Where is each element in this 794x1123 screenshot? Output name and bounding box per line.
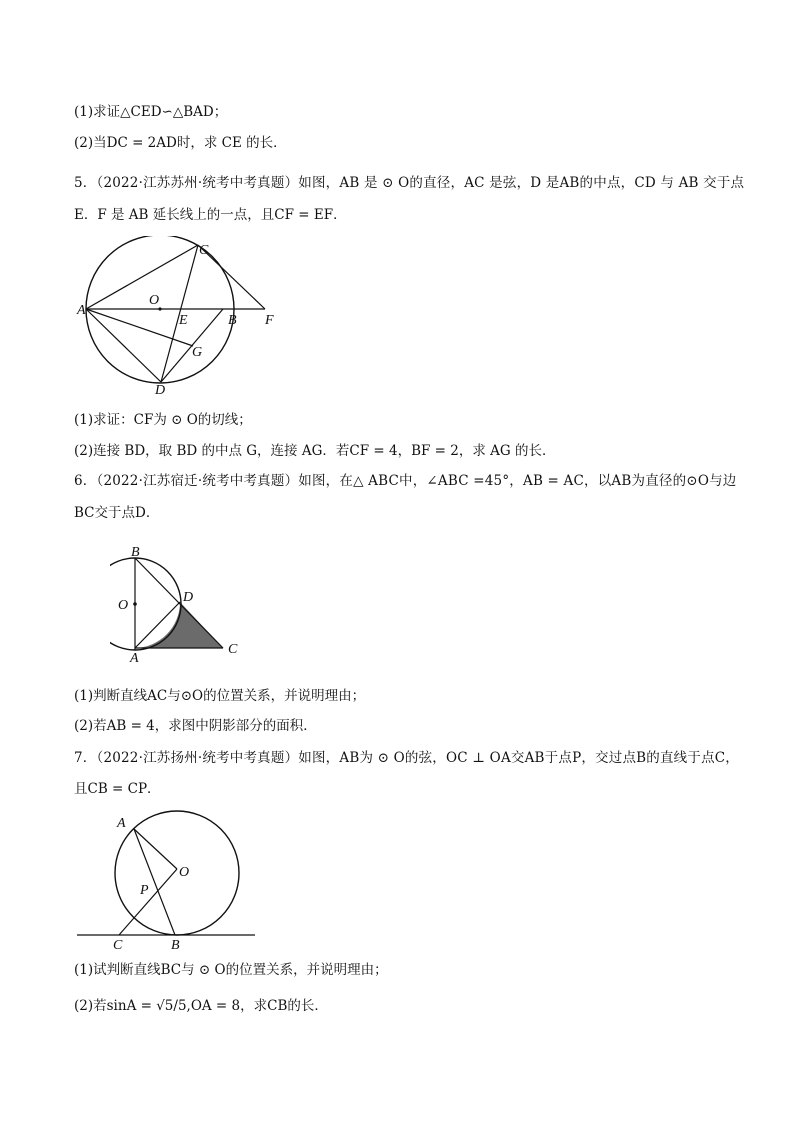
label-b: B (228, 313, 237, 328)
problem5-statement-line1: 5．（2022·江苏苏州·统考中考真题）如图，AB 是 ⊙ O的直径，AC 是弦，D 是AB的中点，CD 与 AB 交于点 (74, 175, 745, 191)
label-b: B (171, 938, 180, 952)
label-c: C (113, 938, 123, 952)
problem7-part2: (2)若sinA = √5/5,OA = 8，求CB的长． (74, 998, 328, 1014)
label-e: E (179, 313, 188, 328)
label-d: D (155, 383, 166, 396)
chord-ac (86, 245, 198, 309)
label-o: O (118, 598, 129, 613)
label-p: P (140, 883, 149, 898)
problem5-part1: (1)求证：CF为 ⊙ O的切线； (74, 412, 252, 428)
problem6-part2: (2)若AB = 4，求图中阴影部分的面积． (74, 718, 317, 734)
chord-ad (86, 309, 161, 382)
label-o: O (179, 865, 190, 880)
label-d: D (183, 590, 194, 605)
label-a: A (77, 303, 86, 318)
problem5-statement-line2: E．F 是 AB 延长线上的一点，且CF = EF． (74, 207, 347, 223)
radius-oa (134, 829, 177, 869)
problem5-part2: (2)连接 BD，取 BD 的中点 G，连接 AG．若CF = 4，BF = 2，求 AG 的长． (74, 443, 556, 459)
label-o: O (149, 293, 160, 308)
label-a: A (130, 651, 139, 665)
label-g: G (192, 345, 203, 360)
problem7-statement-line1: 7．（2022·江苏扬州·统考中考真题）如图，AB为 ⊙ O的弦，OC ⊥ OA交AB于点P，交过点B的直线于点C， (74, 750, 740, 766)
problem4-part1: (1)求证△CED∽△BAD； (74, 104, 228, 120)
segment-ag (86, 309, 193, 346)
problem6-statement-line2: BC交于点D． (74, 505, 160, 521)
problem7-figure (75, 810, 265, 952)
label-c: C (199, 243, 209, 258)
chord-ab (134, 829, 175, 935)
problem7-statement-line2: 且CB = CP． (74, 781, 161, 797)
problem4-part2: (2)当DC = 2AD时，求 CE 的长． (74, 135, 287, 151)
problem7-part1: (1)试判断直线BC与 ⊙ O的位置关系，并说明理由； (74, 962, 388, 978)
label-f: F (265, 313, 274, 328)
problem6-part1: (1)判断直线AC与⊙O的位置关系，并说明理由； (74, 688, 366, 704)
label-c: C (228, 642, 238, 657)
problem6-statement-line1: 6．（2022·江苏宿迁·统考中考真题）如图，在△ ABC中，∠ABC =45°，AB = AC，以AB为直径的⊙O与边 (74, 473, 737, 489)
center-dot (133, 602, 137, 606)
problem6-figure (110, 543, 250, 665)
segment-oc (119, 869, 177, 935)
label-a: A (117, 816, 126, 831)
problem5-figure (75, 236, 295, 396)
label-b: B (131, 545, 140, 560)
